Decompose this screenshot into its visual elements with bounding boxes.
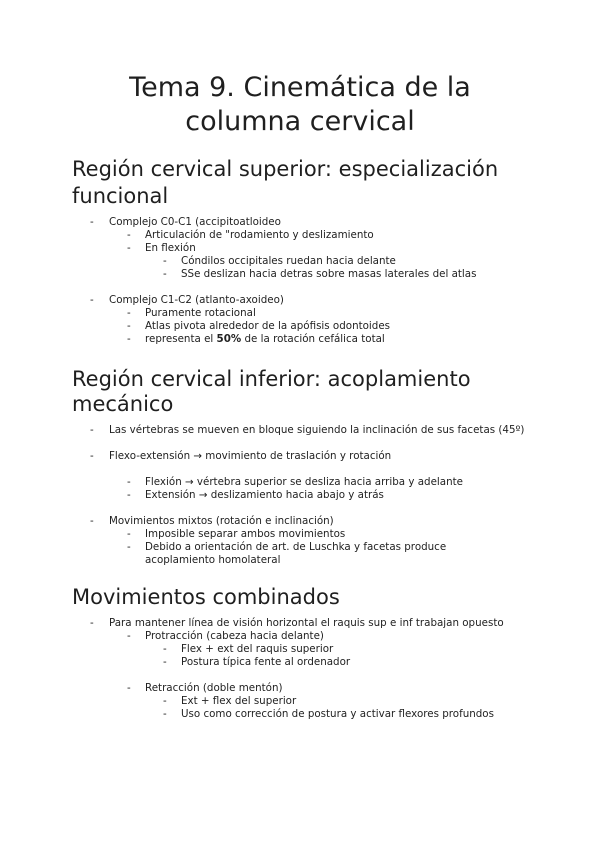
list-item-text: de la rotación cefálica total [241,333,385,345]
bullet-dash: - [127,541,131,553]
list-item-level-1: Complejo C1-C2 (atlanto-axoideo) [109,294,284,306]
section-1-heading-line-2: funcional [72,184,169,208]
list-item-level-2: Atlas pivota alrededor de la apófisis odontoides [145,320,391,332]
bullet-dash: - [90,424,94,436]
list-item-level-2: Retracción (doble mentón) [145,682,283,694]
list-item-level-3: Cóndilos occipitales ruedan hacia delante [181,255,396,267]
emphasis-percentage: 50% [216,333,242,345]
list-item-level-2 [145,333,385,346]
list-item-level-1: Complejo C0-C1 (accipitoatloideo [109,216,281,228]
list-item-level-2: Puramente rotacional [145,307,256,319]
bullet-dash: - [90,617,94,629]
section-3-heading: Movimientos combinados [72,585,340,609]
bullet-dash: - [163,695,167,707]
section-2-heading-line-1: Región cervical inferior: acoplamiento [72,367,471,391]
bullet-dash: - [163,656,167,668]
bullet-dash: - [163,268,167,280]
list-item-level-2: Debido a orientación de art. de Luschka y facetas produce [145,541,447,553]
list-item-text: representa el [145,333,217,345]
list-item-level-3: Uso como corrección de postura y activar flexores profundos [181,708,494,720]
list-item-level-2: Protracción (cabeza hacia delante) [145,630,324,642]
bullet-dash: - [127,682,131,694]
section-2-heading-line-2: mecánico [72,392,174,416]
list-item-level-2: Articulación de "rodamiento y deslizamiento [145,229,374,241]
bullet-dash: - [127,320,131,332]
list-item-level-3: Postura típica fente al ordenador [181,656,351,668]
bullet-dash: - [127,630,131,642]
list-item-level-2: Flexión → vértebra superior se desliza hacia arriba y adelante [145,476,463,488]
bullet-dash: - [90,294,94,306]
bullet-dash: - [127,307,131,319]
bullet-dash: - [90,450,94,462]
bullet-dash: - [90,216,94,228]
list-item-level-3: Flex + ext del raquis superior [181,643,334,655]
bullet-dash: - [127,333,131,345]
section-1-heading-line-1: Región cervical superior: especialización [72,157,499,181]
bullet-dash: - [163,708,167,720]
list-item-level-1: Movimientos mixtos (rotación e inclinación) [109,515,334,527]
bullet-dash: - [127,528,131,540]
page-title-line-1: Tema 9. Cinemática de la [129,72,471,103]
bullet-dash: - [163,255,167,267]
bullet-dash: - [127,242,131,254]
list-item-level-2: En flexión [145,242,196,254]
bullet-dash: - [163,643,167,655]
bullet-dash: - [90,515,94,527]
list-item-level-3: SSe deslizan hacia detras sobre masas laterales del atlas [181,268,477,280]
list-item-level-1: Para mantener línea de visión horizontal el raquis sup e inf trabajan opuesto [109,617,504,629]
page-title-line-2: columna cervical [185,106,415,137]
list-item-level-2: Extensión → deslizamiento hacia abajo y atrás [145,489,384,501]
list-item-continuation: acoplamiento homolateral [145,554,281,566]
list-item-level-1: Las vértebras se mueven en bloque siguiendo la inclinación de sus facetas (45º) [109,424,525,436]
list-item-level-2: Imposible separar ambos movimientos [145,528,346,540]
list-item-level-3: Ext + flex del superior [181,695,297,707]
bullet-dash: - [127,489,131,501]
bullet-dash: - [127,229,131,241]
bullet-dash: - [127,476,131,488]
list-item-level-1: Flexo-extensión → movimiento de traslación y rotación [109,450,392,462]
